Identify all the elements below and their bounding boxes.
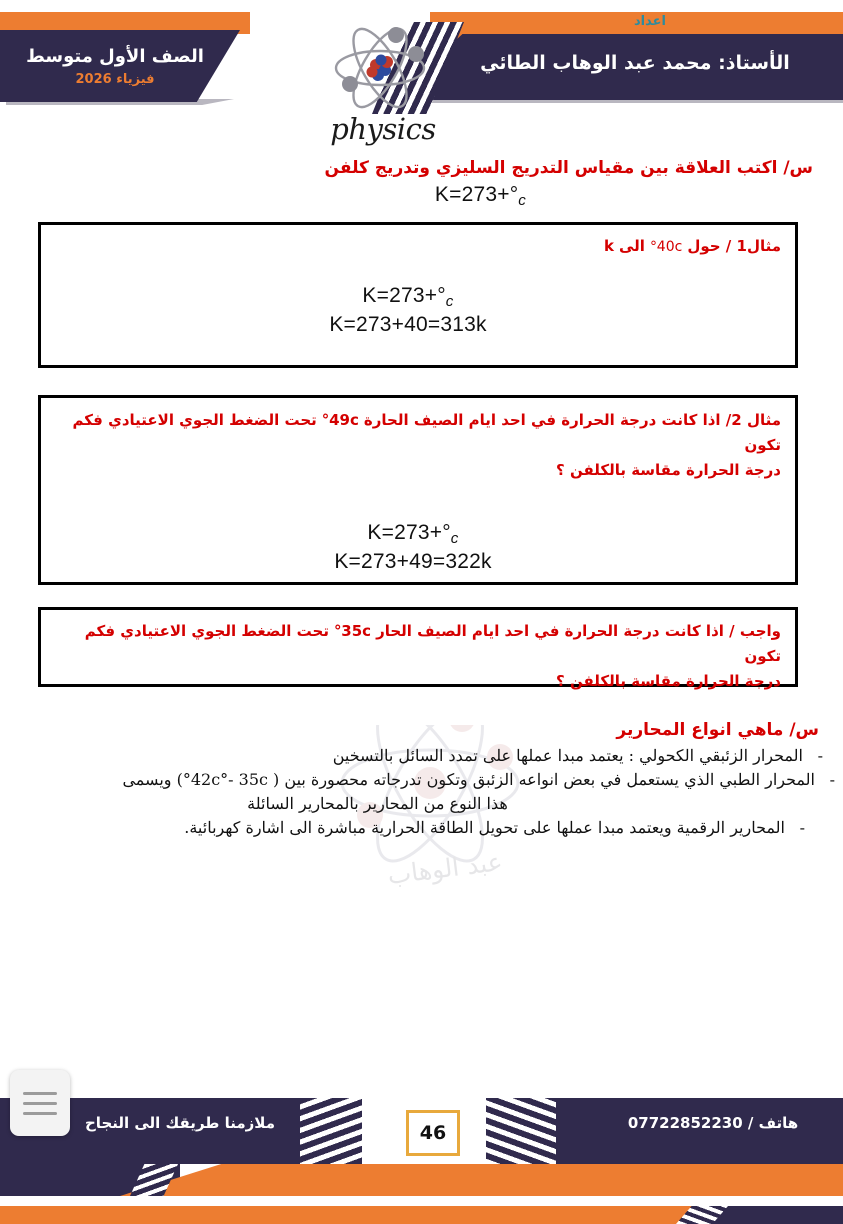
atom-icon (306, 24, 454, 120)
example-2-title-line-2: درجة الحرارة مقاسة بالكلفن ؟ (556, 460, 781, 479)
page-number-badge: 46 (406, 1110, 460, 1156)
list-item-text-continued: هذا النوع من المحارير بالمحارير السائلة (247, 793, 508, 813)
formula-sub: c (445, 293, 454, 311)
homework-title-line-1: واجب / اذا كانت درجة الحرارة في احد ايام الصيف الحار 35c° تحت الضغط الجوي الاعتيادي فكم تكون (84, 622, 781, 665)
formula-main: K=273+° (367, 521, 451, 545)
menu-bar-2 (23, 1102, 57, 1105)
example-1-title-part-b: الى k (604, 237, 645, 255)
list-item-text: المحرار الزئبقي الكحولي : يعتمد مبدا عملها على تمدد السائل بالتسخين (332, 746, 803, 765)
page-header (0, 0, 843, 150)
list-item-text: المحرار الطبي الذي يستعمل في بعض انواعه الزئبق وتكون تدرجاته محصورة بين ( 42c°- 35c°) ويسمى (122, 770, 815, 790)
example-2-title-line-1: مثال 2/ اذا كانت درجة الحرارة في احد ايام الصيف الحارة 49c° تحت الضغط الجوي الاعتيادي فكم تكون (72, 411, 781, 454)
example-2-box (38, 395, 798, 585)
list-item (0, 768, 843, 815)
question-1-heading: س/ اكتب العلاقة بين مقياس التدريج السليزي وتدريج كلفن (324, 158, 813, 178)
thermometer-types-list (0, 744, 843, 839)
homework-title (41, 610, 795, 693)
example-1-solution-line-1 (41, 283, 775, 312)
example-1-solution (41, 283, 795, 338)
example-1-title-value: 40c° (649, 239, 683, 255)
footer-stripes-right (486, 1098, 556, 1164)
homework-box (38, 607, 798, 690)
example-1-solution-line-2: K=273+40=313k (329, 312, 487, 336)
footer-phone: هاتف / 07722852230 (627, 1114, 799, 1132)
subject-year-label: فيزياء 2026 (75, 72, 155, 87)
physics-logo (306, 24, 454, 146)
formula-sub: c (450, 530, 459, 548)
example-2-title (41, 398, 795, 482)
example-2-solution-line-2: K=273+49=322k (334, 549, 492, 573)
question-2-block (0, 720, 843, 840)
bullet-dash: - (799, 818, 805, 838)
example-2-solution (41, 520, 795, 575)
footer-orange-band (120, 1164, 843, 1196)
footer-stripes-left (300, 1098, 362, 1164)
grade-label: الصف الأول متوسط (26, 46, 204, 67)
question-1-block (273, 158, 813, 209)
bullet-dash: - (829, 770, 835, 790)
page-footer (0, 1084, 843, 1224)
prepared-by-label: اعداد (634, 14, 666, 29)
logo-wordmark: physics (330, 112, 436, 146)
list-item (0, 744, 831, 767)
example-1-title (41, 225, 795, 259)
hamburger-menu-icon[interactable] (10, 1070, 70, 1136)
question-1-formula (273, 183, 813, 209)
homework-title-line-2: درجة الحرارة مقاسة بالكلفن ؟ (556, 671, 781, 690)
formula-sub: c (518, 192, 527, 210)
example-1-box (38, 222, 798, 368)
example-1-title-part-a: مثال1 / حول (687, 237, 781, 255)
menu-bar-1 (23, 1092, 57, 1095)
watermark-text: عبد الوهاب (385, 847, 505, 890)
bullet-dash: - (817, 746, 823, 765)
list-item (0, 816, 813, 839)
list-item-text: المحارير الرقمية ويعتمد مبدا عملها على تحويل الطاقة الحرارية مباشرة الى اشارة كهربائية. (184, 818, 785, 838)
page-content (0, 150, 843, 1080)
example-2-solution-line-1 (41, 520, 785, 549)
formula-main: K=273+° (362, 284, 446, 308)
menu-bar-3 (23, 1112, 57, 1115)
question-2-heading: س/ ماهي انواع المحارير (616, 720, 819, 740)
teacher-name: الأستاذ: محمد عبد الوهاب الطائي (480, 52, 790, 74)
formula-main: K=273+° (434, 183, 519, 206)
footer-slogan: ملازمنا طريقك الى النجاح (85, 1114, 275, 1132)
